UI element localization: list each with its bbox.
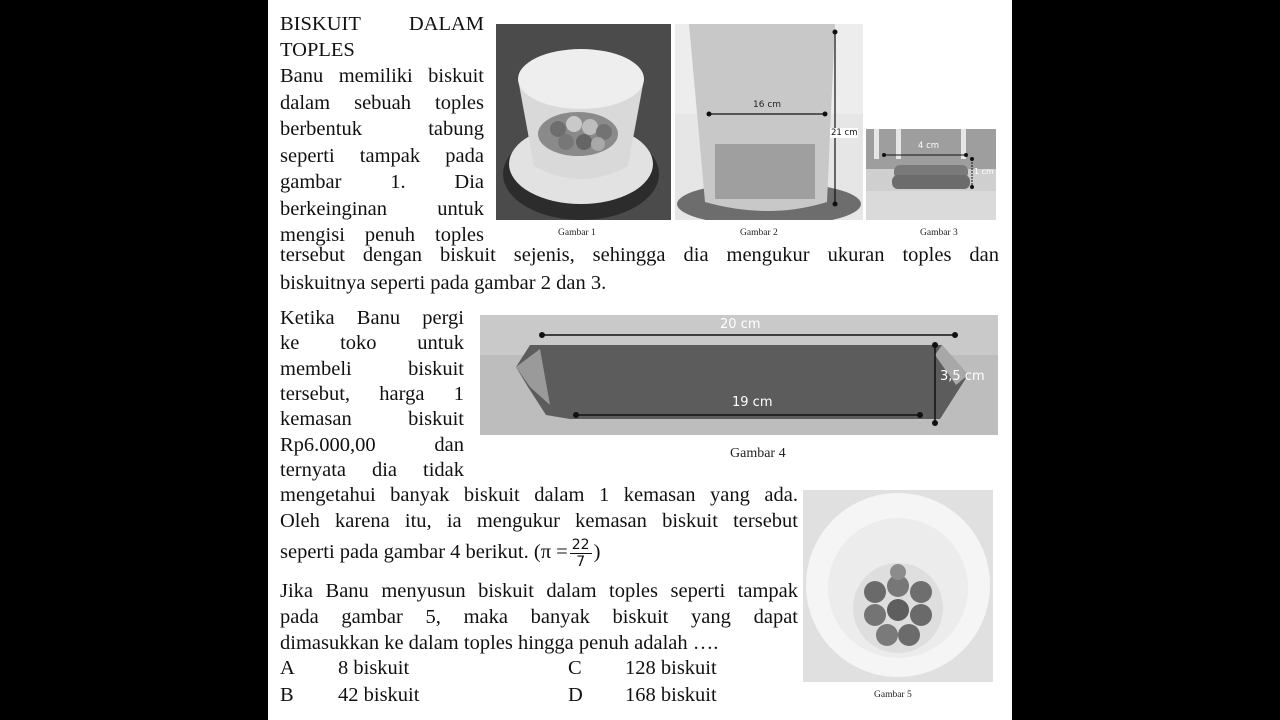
gambar4-photo xyxy=(480,315,998,435)
option-a-text: 8 biskuit xyxy=(338,657,410,679)
gambar2-height-label: 21 cm xyxy=(831,128,858,138)
worksheet-page xyxy=(268,0,1012,720)
question-line: dimasukkan ke dalam toples hingga penuh adalah …. xyxy=(280,632,719,654)
gambar4-side-label: 3,5 cm xyxy=(940,369,985,384)
gambar4-caption: Gambar 4 xyxy=(730,446,786,461)
gambar1-photo xyxy=(496,24,671,220)
para2-line: ternyata dia tidak xyxy=(280,459,464,481)
para1-line: dalam sebuah toples xyxy=(280,92,484,114)
para2-full-line: mengetahui banyak biskuit dalam 1 kemasan yang ada. xyxy=(280,484,798,506)
question-line: pada gambar 5, maka banyak biskuit yang dapat xyxy=(280,606,798,628)
gambar1-caption: Gambar 1 xyxy=(558,228,596,238)
option-d-letter: D xyxy=(568,684,583,706)
option-b-letter: B xyxy=(280,684,294,706)
pi-denominator: 7 xyxy=(576,554,586,570)
gambar4-top-label: 20 cm xyxy=(720,317,761,332)
para2-line: membeli biskuit xyxy=(280,358,464,380)
gambar3-height-label: 1 cm xyxy=(974,167,994,176)
option-d-text: 168 biskuit xyxy=(625,684,717,706)
option-a-letter: A xyxy=(280,657,295,679)
pi-numerator: 22 xyxy=(571,537,590,553)
para2-line: kemasan biskuit xyxy=(280,408,464,430)
option-c-text: 128 biskuit xyxy=(625,657,717,679)
gambar2-photo xyxy=(675,24,863,220)
question-line: Jika Banu menyusun biskuit dalam toples seperti tampak xyxy=(280,580,798,602)
gambar3-caption: Gambar 3 xyxy=(920,228,958,238)
para2-line: tersebut, harga 1 xyxy=(280,383,464,405)
title-line-1: BISKUIT DALAM xyxy=(280,13,484,35)
option-c-letter: C xyxy=(568,657,582,679)
para2-line: Rp6.000,00 dan xyxy=(280,434,464,456)
gambar3-photo xyxy=(866,129,996,220)
para2-line: ke toko untuk xyxy=(280,332,464,354)
pi-line-prefix: seperti pada gambar 4 berikut. (π = xyxy=(280,541,568,564)
para1-line: berbentuk tabung xyxy=(280,118,484,140)
para1-full-line: biskuitnya seperti pada gambar 2 dan 3. xyxy=(280,272,607,294)
para1-line: gambar 1. Dia xyxy=(280,171,484,193)
gambar3-width-label: 4 cm xyxy=(918,141,940,151)
gambar4-bottom-label: 19 cm xyxy=(732,395,773,410)
para1-line: berkeinginan untuk xyxy=(280,198,484,220)
para2-full-line: Oleh karena itu, ia mengukur kemasan biskuit tersebut xyxy=(280,510,798,532)
option-b-text: 42 biskuit xyxy=(338,684,420,706)
gambar2-width-label: 16 cm xyxy=(753,100,782,110)
title-line-2: TOPLES xyxy=(280,39,355,61)
para2-line: Ketika Banu pergi xyxy=(280,307,464,329)
gambar2-caption: Gambar 2 xyxy=(740,228,778,238)
para1-line: mengisi penuh toples xyxy=(280,224,484,246)
pi-line-suffix: ) xyxy=(593,541,601,564)
para1-full-line: tersebut dengan biskuit sejenis, sehingga dia mengukur ukuran toples dan xyxy=(280,244,999,266)
pi-line xyxy=(280,537,600,570)
gambar5-photo xyxy=(803,490,993,682)
gambar5-caption: Gambar 5 xyxy=(874,690,912,700)
para1-line: Banu memiliki biskuit xyxy=(280,65,484,87)
para1-line: seperti tampak pada xyxy=(280,145,484,167)
pi-fraction xyxy=(570,537,592,570)
